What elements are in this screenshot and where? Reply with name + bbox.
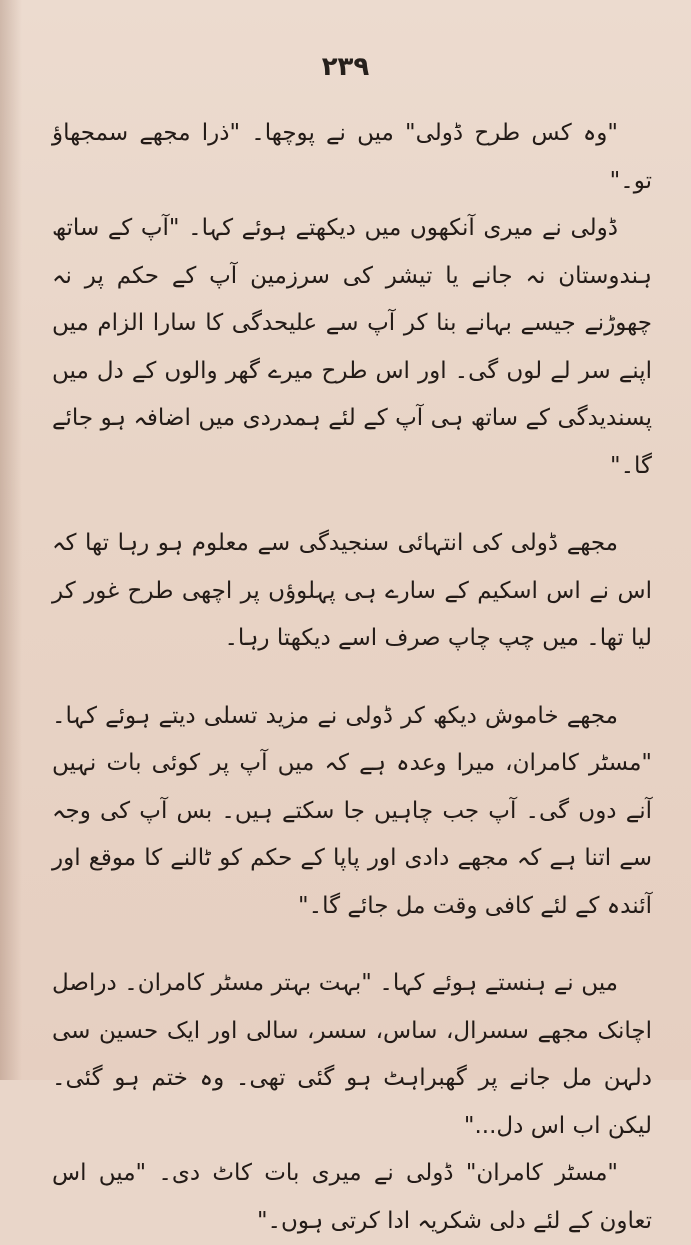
paragraph: "مسٹر کامران" ڈولی نے میری بات کاٹ دی۔ "میں اس تعاون کے لئے دلی شکریہ ادا کرتی ہوں۔" bbox=[52, 1160, 652, 1234]
page-number: ۲۳۹ bbox=[321, 52, 370, 82]
page-edge-shadow bbox=[0, 0, 22, 1080]
paragraph: ڈولی نے میری آنکھوں میں دیکھتے ہوئے کہا۔ "آپ کے ساتھ ہندوستان نہ جانے یا تیشر کی سرزمین آپ کے حکم پر نہ چھوڑنے جیسے بہانے بنا کر آپ سے علیحدگی کا سارا الزام میں اپنے سر لے لوں گی۔ اور اس طرح میرے گھر والوں کے دل میں پسندیدگی کے ساتھ ہی آپ کے لئے ہمدردی میں اضافہ ہو جائے گا۔" bbox=[52, 215, 652, 479]
paragraph: مجھے ڈولی کی انتہائی سنجیدگی سے معلوم ہو رہا تھا کہ اس نے اس اسکیم کے سارے ہی پہلوؤں پر اچھی طرح غور کر لیا تھا۔ میں چپ چاپ صرف اسے دیکھتا رہا۔ bbox=[52, 530, 652, 651]
paragraph: "وہ کس طرح ڈولی" میں نے پوچھا۔ "ذرا مجھے سمجھاؤ تو۔" bbox=[52, 120, 652, 194]
page-body bbox=[52, 110, 652, 1245]
paragraph: مجھے خاموش دیکھ کر ڈولی نے مزید تسلی دیتے ہوئے کہا۔ "مسٹر کامران، میرا وعدہ ہے کہ میں آپ پر کوئی بات نہیں آنے دوں گی۔ آپ جب چاہیں جا سکتے ہیں۔ بس آپ کی وجہ سے اتنا ہے کہ مجھے دادی اور پاپا کے حکم کو ٹالنے کا موقع اور آئندہ کے لئے کافی وقت مل جائے گا۔" bbox=[52, 702, 652, 919]
paragraph: میں نے ہنستے ہوئے کہا۔ "بہت بہتر مسٹر کامران۔ دراصل اچانک مجھے سسرال، ساس، سسر، سالی اور ایک حسین سی دلہن مل جانے پر گھبراہٹ ہو گئی تھی۔ وہ ختم ہو گئی۔ لیکن اب اس دل..." bbox=[52, 970, 652, 1139]
